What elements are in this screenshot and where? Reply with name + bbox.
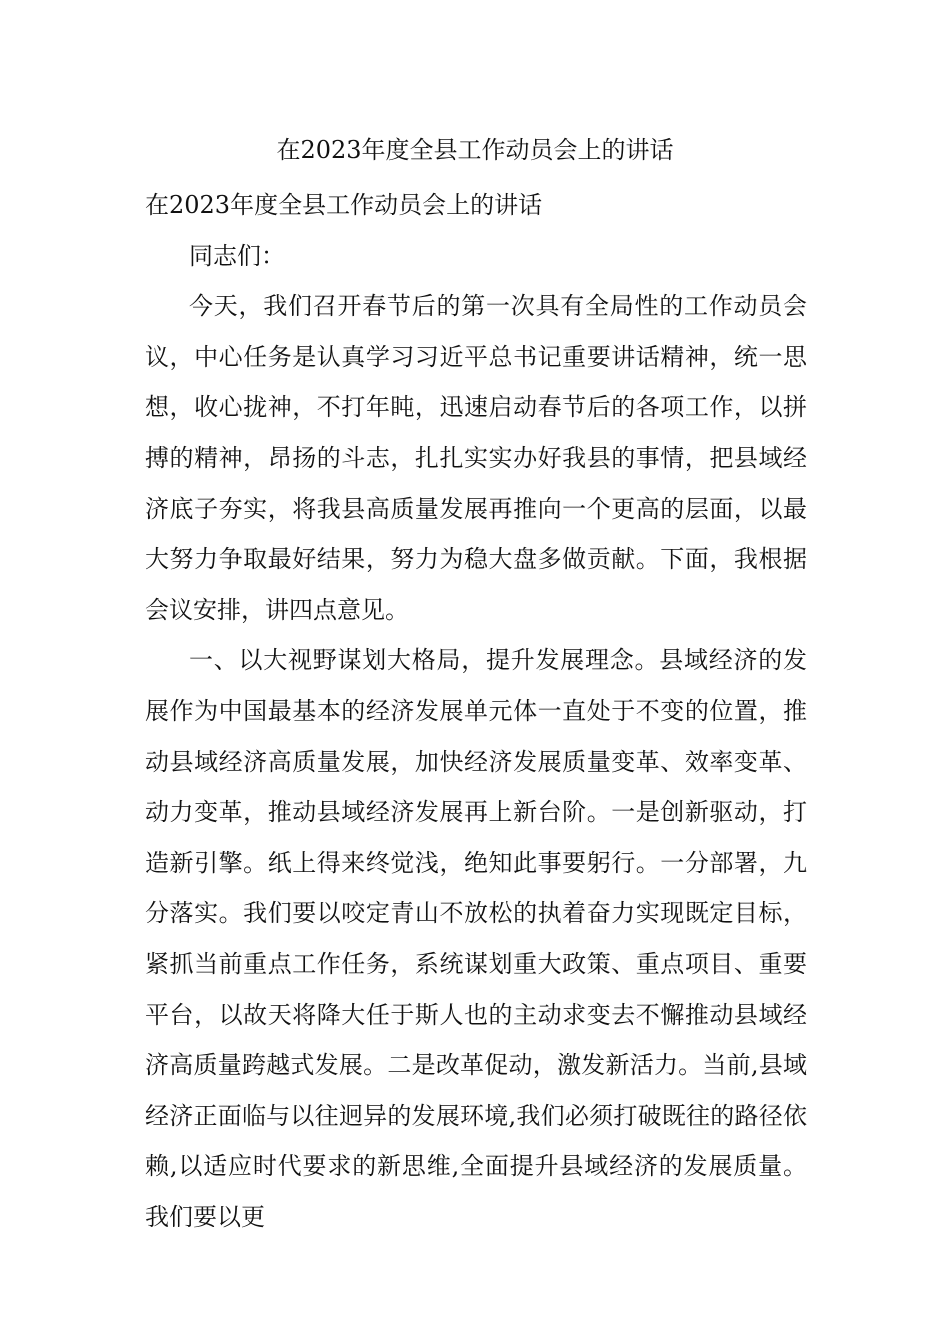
document-body <box>145 180 807 1242</box>
document-subtitle: 在2023年度全县工作动员会上的讲话 <box>145 191 543 219</box>
document-title: 在2023年度全县工作动员会上的讲话 <box>276 136 674 164</box>
paragraph-opening: 今天，我们召开春节后的第一次具有全局性的工作动员会议，中心任务是认真学习习近平总书记重要讲话精神，统一思想，收心拢神，不打年盹，迅速启动春节后的各项工作，以拼搏的精神，昂扬的斗志，扎扎实实办好我县的事情，把县域经济底子夯实，将我县高质量发展再推向一个更高的层面，以最大努力争取最好结果，努力为稳大盘多做贡献。下面，我根据会议安排，讲四点意见。 <box>145 292 807 624</box>
paragraph-section-one: 一、以大视野谋划大格局，提升发展理念。县域经济的发展作为中国最基本的经济发展单元体一直处于不变的位置，推动县域经济高质量发展，加快经济发展质量变革、效率变革、动力变革，推动县域经济发展再上新台阶。一是创新驱动，打造新引擎。纸上得来终觉浅，绝知此事要躬行。一分部署，九分落实。我们要以咬定青山不放松的执着奋力实现既定目标，紧抓当前重点工作任务，系统谋划重大政策、重点项目、重要平台，以故天将降大任于斯人也的主动求变去不懈推动县域经济高质量跨越式发展。二是改革促动，激发新活力。当前,县域经济正面临与以往迥异的发展环境,我们必须打破既往的路径依赖,以适应时代要求的新思维,全面提升县域经济的发展质量。我们要以更 <box>145 646 807 1231</box>
salutation: 同志们： <box>189 241 285 270</box>
